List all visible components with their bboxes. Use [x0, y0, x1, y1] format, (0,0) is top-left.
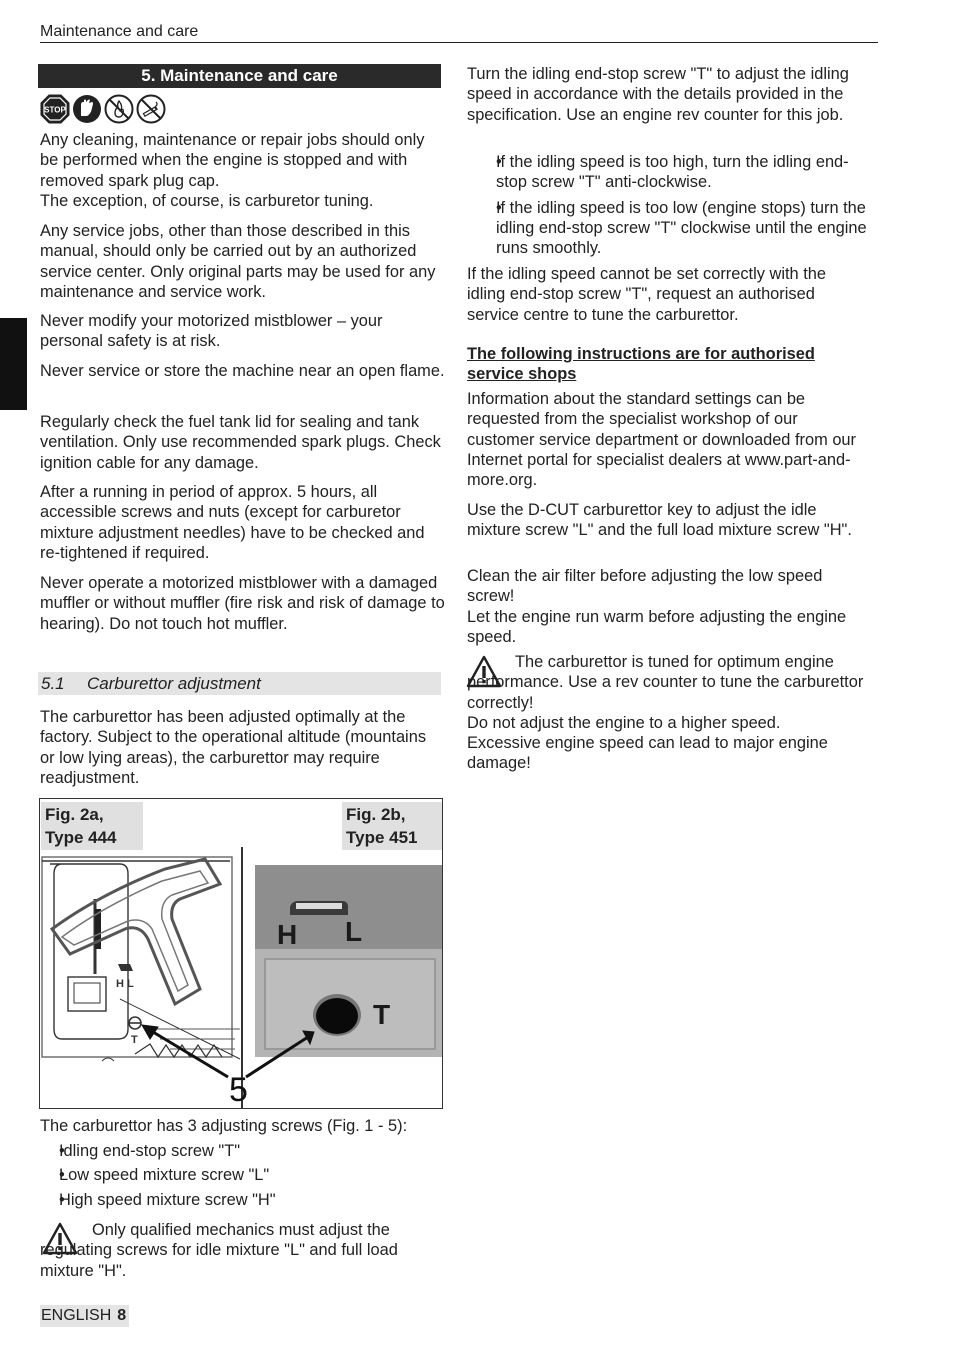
paragraph: Excessive engine speed can lead to major engine damage! — [467, 734, 828, 773]
screws-warning: Only qualified mechanics must adjust the regulating screws for idle mixture "L" and full load mixture "H". — [40, 1221, 398, 1280]
marker-l: L — [345, 916, 363, 947]
safety-icon-row — [40, 94, 166, 126]
paragraph: Any cleaning, maintenance or repair jobs should only be performed when the engine is stopped and with removed spark plug cap. — [40, 131, 425, 190]
callout-number: 5 — [229, 1071, 248, 1108]
no-smoking-icon — [136, 94, 166, 124]
screws-list — [40, 1141, 445, 1210]
paragraph: Any service jobs, other than those described in this manual, should only be carried out by an authorized service center. Only original parts may be used for any maintenance and service work. — [40, 222, 436, 301]
subsection-heading — [38, 672, 441, 695]
paragraph: Do not adjust the engine to a higher speed. — [467, 713, 781, 732]
section-heading: 5. Maintenance and care — [38, 64, 441, 88]
footer-language: ENGLISH — [41, 1307, 112, 1324]
figure-label-right-line2: Type 451 — [346, 828, 418, 847]
subsection-title: Carburettor adjustment — [87, 674, 261, 693]
figure-label-right-line1: Fig. 2b, — [346, 805, 406, 824]
list-item: • High speed mixture screw "H" — [40, 1190, 445, 1210]
subsection-intro: The carburettor has been adjusted optimally at the factory. Subject to the operational altitude (mountains or low lying areas), the carburettor may require readjustment. — [40, 708, 427, 787]
running-header: Maintenance and care — [40, 23, 199, 40]
language-side-tab — [0, 318, 27, 410]
carburettor-figure — [39, 798, 443, 1109]
header-rule — [40, 42, 878, 43]
list-item: • Idling end-stop screw "T" — [40, 1141, 445, 1161]
info-paragraph: Information about the standard settings can be requested from the specialist workshop of our customer service department or downloaded from our Internet portal for specialist dealers at www.part-and-more.org. — [467, 390, 857, 490]
marker-t: T — [373, 999, 391, 1030]
paragraph: After a running in period of approx. 5 hours, all accessible screws and nuts (except for carburetor mixture adjustment needles) have to be checked and re-tightened if required. — [40, 483, 425, 562]
paragraph: Clean the air filter before adjusting the low speed screw! — [467, 567, 823, 606]
read-manual-icon — [72, 94, 102, 124]
page-number: 8 — [117, 1307, 127, 1324]
no-fire-icon — [104, 94, 134, 124]
figure-label-left — [41, 802, 143, 850]
marker-h: H — [277, 919, 298, 950]
screws-intro: The carburettor has 3 adjusting screws (Fig. 1 - 5): — [40, 1117, 408, 1135]
authorised-heading: The following instructions are for authorised service shops — [467, 345, 815, 384]
paragraph: Never service or store the machine near an open flame. — [40, 362, 445, 380]
figure-label-left-line1: Fig. 2a, — [45, 805, 104, 824]
idling-list — [467, 152, 869, 258]
idling-fallback: If the idling speed cannot be set correctly with the idling end-stop screw "T", request an authorised service centre to tune the carburettor. — [467, 265, 826, 324]
small-t-label: T — [131, 1034, 138, 1046]
stop-icon — [40, 94, 70, 124]
idling-intro: Turn the idling end-stop screw "T" to adjust the idling speed in accordance with the details provided in the specification. Use an engine rev counter for this job. — [467, 65, 849, 124]
paragraph: Never operate a motorized mistblower with a damaged muffler or without muffler (fire risk and risk of damage to hearing). Do not touch hot muffler. — [40, 574, 445, 633]
paragraph: Regularly check the fuel tank lid for sealing and tank ventilation. Only use recommended spark plugs. Check ignition cable for any damage. — [40, 413, 441, 472]
list-item: • If the idling speed is too low (engine stops) turn the idling end-stop screw "T" clockwise until the engine runs smoothly. — [467, 198, 869, 259]
figure-label-right — [342, 802, 442, 850]
dcut-paragraph: Use the D-CUT carburettor key to adjust the idle mixture screw "L" and the full load mixture screw "H". — [467, 501, 852, 540]
page-footer — [40, 1305, 129, 1327]
tuning-warning — [467, 652, 867, 774]
list-item: • If the idling speed is too high, turn the idling end-stop screw "T" anti-clockwise. — [467, 152, 869, 193]
subsection-number: 5.1 — [41, 674, 65, 693]
paragraph: Never modify your motorized mistblower – your personal safety is at risk. — [40, 312, 383, 351]
paragraph: The carburettor is tuned for optimum engine performance. Use a rev counter to tune the carburettor correctly! — [467, 653, 864, 712]
paragraph: The exception, of course, is carburetor tuning. — [40, 191, 374, 210]
figure-label-left-line2: Type 444 — [45, 828, 117, 847]
paragraph: Let the engine run warm before adjusting the engine speed. — [467, 607, 847, 646]
section-intro — [40, 130, 445, 211]
svg-text:STOP: STOP — [44, 105, 66, 115]
preparation-notes — [467, 566, 867, 647]
small-hl-label: H L — [116, 978, 134, 990]
list-item: • Low speed mixture screw "L" — [40, 1165, 445, 1185]
